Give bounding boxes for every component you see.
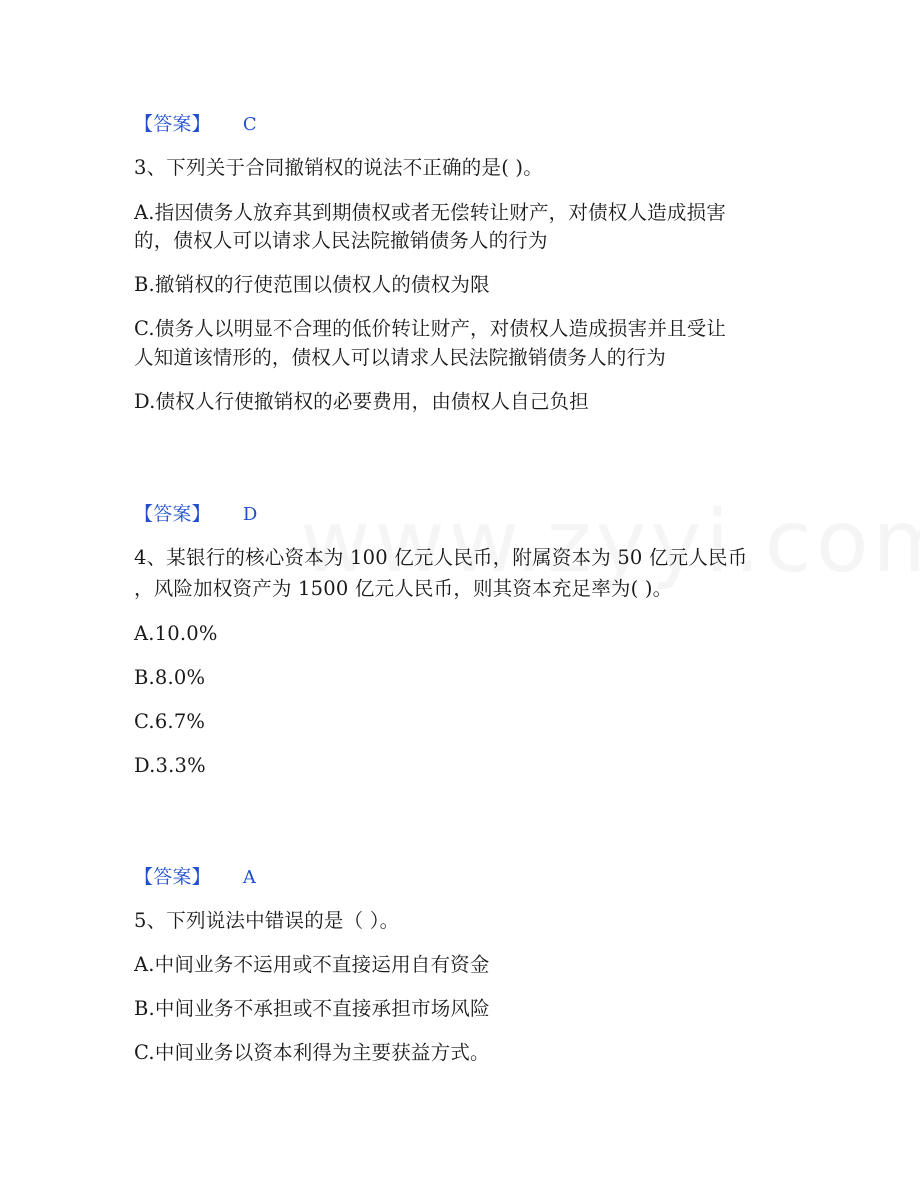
question-5-text: 5、下列说法中错误的是（ ）。 (134, 909, 400, 932)
answer-value: C (242, 114, 257, 135)
question-3-option-c: C.债务人以明显不合理的低价转让财产，对债权人造成损害并且受让 (134, 317, 727, 340)
answer-value: D (242, 504, 258, 525)
question-3-option-b: B.撤销权的行使范围以债权人的债权为限 (134, 273, 490, 296)
answer-line-q4 (134, 865, 256, 890)
question-4-option-a: A.10.0% (134, 622, 218, 645)
question-5-option-c: C.中间业务以资本利得为主要获益方式。 (134, 1041, 490, 1064)
question-5-option-b: B.中间业务不承担或不直接承担市场风险 (134, 997, 490, 1020)
question-4-option-b: B.8.0% (134, 666, 206, 689)
question-5-option-a: A.中间业务不运用或不直接运用自有资金 (134, 953, 490, 976)
answer-value: A (242, 867, 257, 888)
question-3-option-c-cont: 人知道该情形的，债权人可以请求人民法院撤销债务人的行为 (134, 346, 666, 369)
question-4-option-c: C.6.7% (134, 710, 206, 733)
answer-line-q3 (134, 502, 257, 527)
question-3-option-a: A.指因债务人放弃其到期债权或者无偿转让财产，对债权人造成损害 (134, 201, 726, 224)
answer-label: 【答案】 (134, 113, 211, 135)
question-3-text: 3、下列关于合同撤销权的说法不正确的是( )。 (134, 156, 543, 179)
answer-label: 【答案】 (134, 866, 211, 888)
answer-label: 【答案】 (134, 503, 211, 525)
question-4-option-d: D.3.3% (134, 754, 206, 777)
question-3-option-d: D.债权人行使撤销权的必要费用，由债权人自己负担 (134, 390, 589, 413)
question-4-text: 4、某银行的核心资本为 100 亿元人民币，附属资本为 50 亿元人民币 (134, 546, 748, 569)
answer-line-q2 (134, 112, 257, 137)
question-3-option-a-cont: 的，债权人可以请求人民法院撤销债务人的行为 (134, 229, 548, 252)
question-4-text-cont: ，风险加权资产为 1500 亿元人民币，则其资本充足率为( )。 (134, 577, 673, 600)
